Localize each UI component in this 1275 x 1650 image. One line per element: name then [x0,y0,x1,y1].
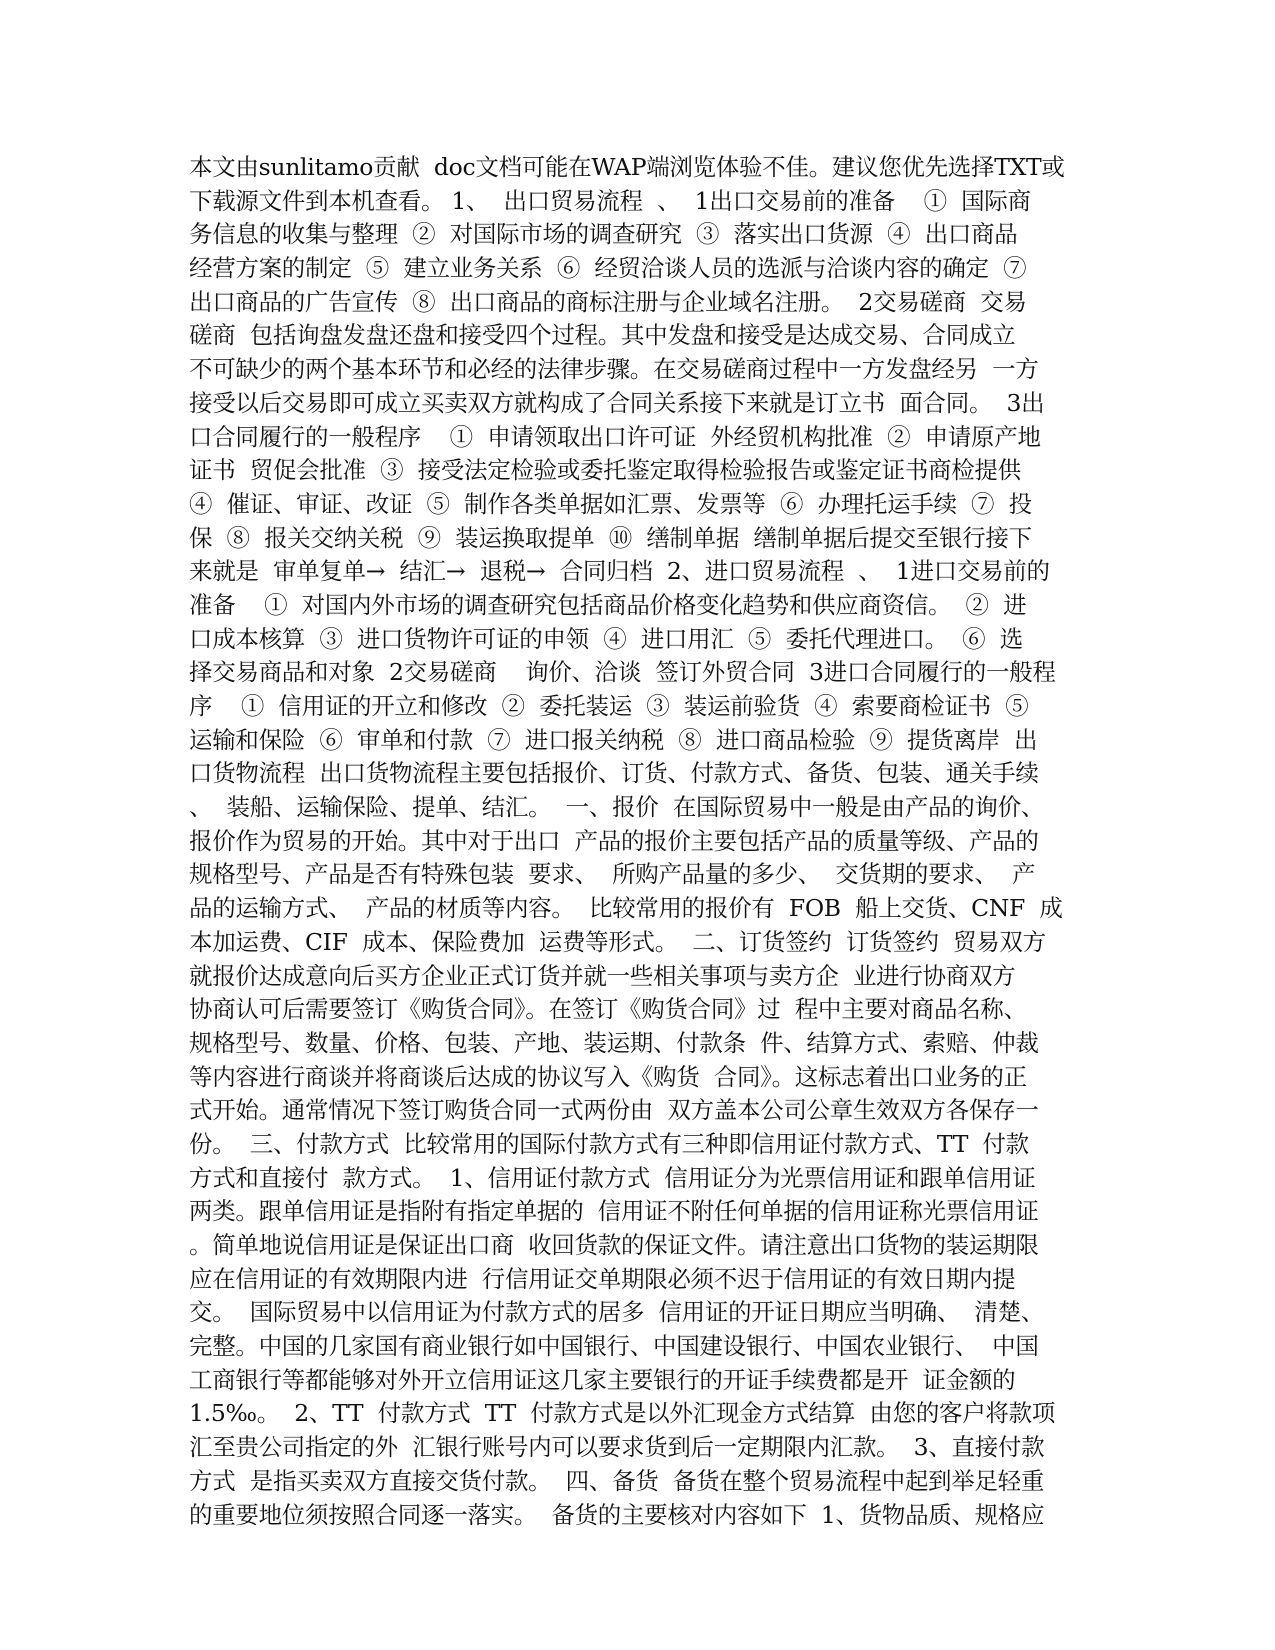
text-line: 就报价达成意向后买方企业正式订货并就一些相关事项与卖方企 业进行协商双方 [189,961,1016,990]
text-line: 规格型号、数量、价格、包装、产地、装运期、付款条 件、结算方式、索赔、仲裁 [189,1028,1039,1057]
text-line: 工商银行等都能够对外开立信用证这几家主要银行的开证手续费都是开 证金额的 [189,1365,1016,1394]
text-line: 份。 三、付款方式 比较常用的国际付款方式有三种即信用证付款方式、TT 付款 [189,1129,1029,1158]
text-line: 式开始。通常情况下签订购货合同一式两份由 双方盖本公司公章生效双方各保存一 [189,1096,1039,1125]
text-line: 本文由sunlitamo贡献 doc文档可能在WAP端浏览体验不佳。建议您优先选择TXT或 [189,153,1065,181]
text-line: 保 ⑧ 报关交纳关税 ⑨ 装运换取提单 ⑩ 缮制单据 缮制单据后提交至银行接下 [189,523,1032,552]
document-body [189,151,1099,1532]
text-line: 的重要地位须按照合同逐一落实。 备货的主要核对内容如下 1、货物品质、规格应 [189,1500,1045,1529]
text-line: 经营方案的制定 ⑤ 建立业务关系 ⑥ 经贸洽谈人员的选派与洽谈内容的确定 ⑦ [189,254,1027,283]
text-line: 口货物流程 出口货物流程主要包括报价、订货、付款方式、备货、包装、通关手续 [189,759,1039,788]
text-line: 序 ① 信用证的开立和修改 ② 委托装运 ③ 装运前验货 ④ 索要商检证书 ⑤ [189,692,1029,720]
text-line: 协商认可后需要签订《购货合同》。在签订《购货合同》过 程中主要对商品名称、 [189,995,1027,1024]
text-line: ④ 催证、审证、改证 ⑤ 制作各类单据如汇票、发票等 ⑥ 办理托运手续 ⑦ 投 [189,489,1032,518]
text-line: 规格型号、产品是否有特殊包装 要求、 所购产品量的多少、 交货期的要求、 产 [189,860,1036,889]
text-line: 来就是 审单复单→ 结汇→ 退税→ 合同归档 2、进口贸易流程 、 1进口交易前的 [189,557,1050,586]
text-line: 完整。中国的几家国有商业银行如中国银行、中国建设银行、中国农业银行、 中国 [189,1332,1039,1361]
text-line: 等内容进行商谈并将商谈后达成的协议写入《购货 合同》。这标志着出口业务的正 [189,1062,1027,1091]
text-line: 方式 是指买卖双方直接交货付款。 四、备货 备货在整个贸易流程中起到举足轻重 [189,1466,1045,1495]
text-line: 出口商品的广告宣传 ⑧ 出口商品的商标注册与企业域名注册。 2交易磋商 交易 [189,287,1027,316]
text-line: 方式和直接付 款方式。 1、信用证付款方式 信用证分为光票信用证和跟单信用证 [189,1163,1036,1192]
text-line: 汇至贵公司指定的外 汇银行账号内可以要求货到后一定期限内汇款。 3、直接付款 [189,1433,1045,1462]
text-line: 交。 国际贸易中以信用证为付款方式的居多 信用证的开证日期应当明确、 清楚、 [189,1298,1045,1327]
text-line: 择交易商品和对象 2交易磋商 询价、洽谈 签订外贸合同 3进口合同履行的一般程 [189,658,1056,687]
text-line: 运输和保险 ⑥ 审单和付款 ⑦ 进口报关纳税 ⑧ 进口商品检验 ⑨ 提货离岸 出 [189,725,1038,754]
text-line: 准备 ① 对国内外市场的调查研究包括商品价格变化趋势和供应商资信。 ② 进 [189,590,1027,619]
text-line: 口合同履行的一般程序 ① 申请领取出口许可证 外经贸机构批准 ② 申请原产地 [189,422,1041,451]
text-line: 证书 贸促会批准 ③ 接受法定检验或委托鉴定取得检验报告或鉴定证书商检提供 [189,456,1021,485]
text-line: 1.5‰。 2、TT 付款方式 TT 付款方式是以外汇现金方式结算 由您的客户将款项 [189,1399,1056,1428]
text-line: 下载源文件到本机查看。 1、 出口贸易流程 、 1出口交易前的准备 ① 国际商 [189,186,1031,215]
text-line: 务信息的收集与整理 ② 对国际市场的调查研究 ③ 落实出口货源 ④ 出口商品 [189,220,1018,249]
text-line: 不可缺少的两个基本环节和必经的法律步骤。在交易磋商过程中一方发盘经另 一方 [189,355,1039,384]
text-line: 品的运输方式、 产品的材质等内容。 比较常用的报价有 FOB 船上交货、CNF 成 [189,894,1063,923]
text-line: 两类。跟单信用证是指附有指定单据的 信用证不附任何单据的信用证称光票信用证 [189,1197,1039,1226]
text-line: 接受以后交易即可成立买卖双方就构成了合同关系接下来就是订立书 面合同。 3出 [189,388,1045,417]
text-line: 口成本核算 ③ 进口货物许可证的申领 ④ 进口用汇 ⑤ 委托代理进口。 ⑥ 选 [189,624,1023,653]
text-line: 。简单地说信用证是保证出口商 收回货款的保证文件。请注意出口货物的装运期限 [189,1231,1039,1259]
text-line: 、 装船、运输保险、提单、结汇。 一、报价 在国际贸易中一般是由产品的询价、 [189,793,1045,822]
text-line: 磋商 包括询盘发盘还盘和接受四个过程。其中发盘和接受是达成交易、合同成立 [189,321,1016,350]
text-line: 本加运费、CIF 成本、保险费加 运费等形式。 二、订货签约 订货签约 贸易双方 [189,927,1046,956]
text-line: 应在信用证的有效期限内进 行信用证交单期限必须不迟于信用证的有效日期内提 [189,1264,1016,1293]
text-line: 报价作为贸易的开始。其中对于出口 产品的报价主要包括产品的质量等级、产品的 [189,826,1039,855]
